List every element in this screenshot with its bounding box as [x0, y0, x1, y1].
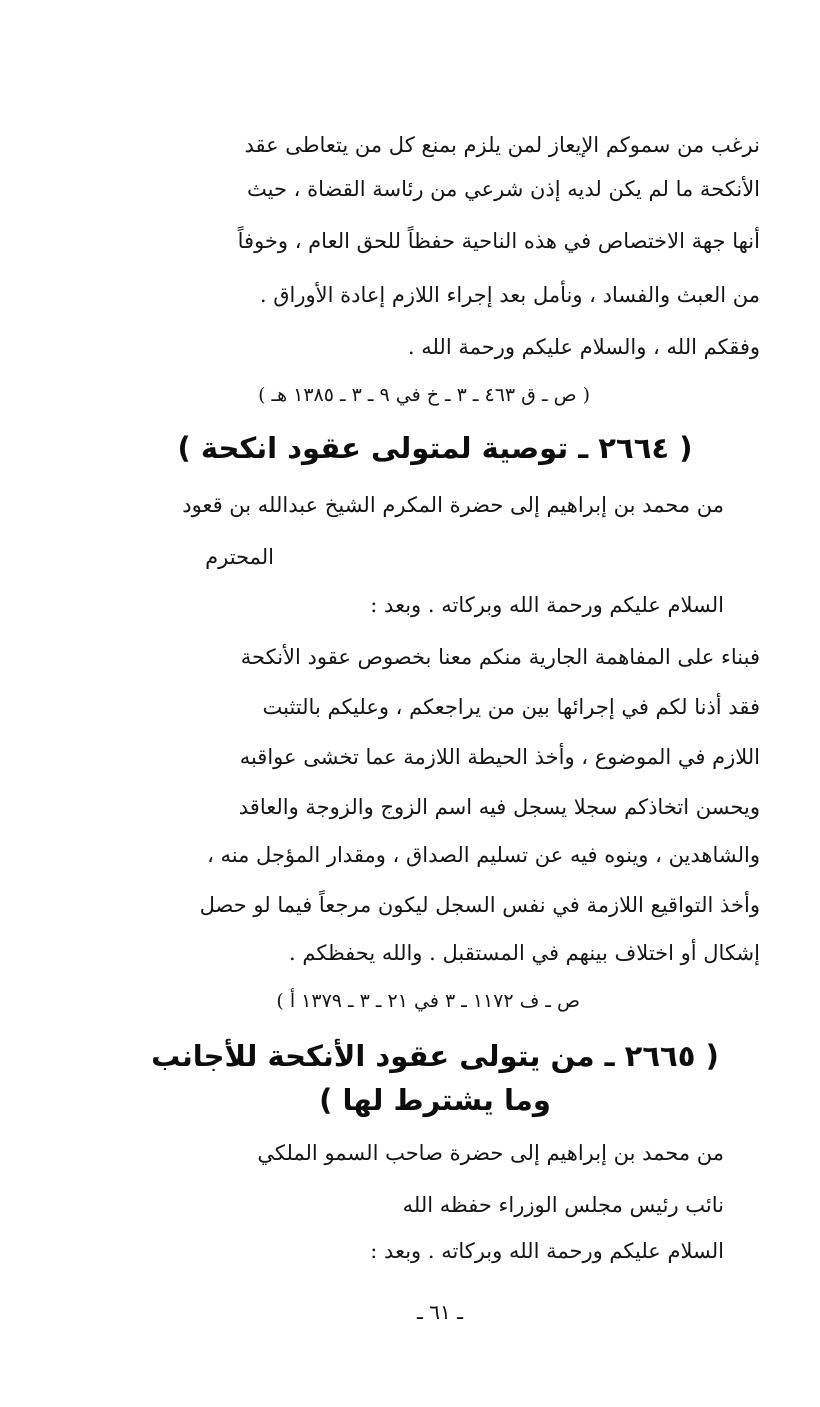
letter1-reference: ( ص ـ ق ٤٦٣ ـ ٣ ـ خ في ٩ ـ ٣ ـ ١٣٨٥ هـ ) [258, 384, 590, 406]
letter1-line-1: نرغب من سموكم الإيعاز لمن يلزم بمنع كل من يتعاطى عقد [244, 133, 760, 157]
section-2664-body-line-6: وأخذ التواقيع اللازمة في نفس السجل ليكون مرجعاً فيما لو حصل [199, 893, 760, 917]
letter1-line-2: الأنكحة ما لم يكن لديه إذن شرعي من رئاسة القضاة ، حيث [247, 177, 760, 201]
letter1-line-5: وفقكم الله ، والسلام عليكم ورحمة الله . [407, 335, 760, 359]
section-2664-body-line-2: فقد أذنا لكم في إجرائها بين من يراجعكم ، وعليكم بالتثبت [262, 695, 760, 719]
section-2665-title-line-1: ( ٢٦٦٥ ـ من يتولى عقود الأنكحة للأجانب [151, 1039, 719, 1073]
section-2664-title: ( ٢٦٦٤ ـ توصية لمتولى عقود انكحة ) [177, 431, 693, 465]
letter1-line-3: أنها جهة الاختصاص في هذه الناحية حفظاً للحق العام ، وخوفاً [237, 229, 760, 253]
section-2665-from-line: من محمد بن إبراهيم إلى حضرة صاحب السمو الملكي [257, 1141, 724, 1165]
section-2664-from-line: من محمد بن إبراهيم إلى حضرة المكرم الشيخ عبدالله بن قعود [182, 493, 724, 517]
section-2664-body-line-1: فبناء على المفاهمة الجارية منكم معنا بخصوص عقود الأنكحة [240, 645, 760, 669]
section-2664-body-line-5: والشاهدين ، وينوه فيه عن تسليم الصداق ، ومقدار المؤجل منه ، [207, 843, 760, 867]
section-2664-greeting: السلام عليكم ورحمة الله وبركاته . وبعد : [370, 593, 724, 617]
section-2664-body-line-4: ويحسن اتخاذكم سجلا يسجل فيه اسم الزوج والزوجة والعاقد [238, 795, 760, 819]
section-2664-body-line-7: إشكال أو اختلاف بينهم في المستقبل . والله يحفظكم . [289, 941, 760, 965]
section-2665-title-line-2: وما يشترط لها ) [319, 1083, 551, 1117]
section-2664-body-line-3: اللازم في الموضوع ، وأخذ الحيطة اللازمة عما تخشى عواقبه [239, 745, 760, 769]
page-number: ـ ٦١ ـ [417, 1300, 463, 1324]
letter1-line-4: من العبث والفساد ، ونأمل بعد إجراء اللازم إعادة الأوراق . [259, 283, 760, 307]
section-2664-reference: ص ـ ف ١١٧٢ ـ ٣ في ٢١ ـ ٣ ـ ١٣٧٩ أ ) [276, 990, 580, 1012]
section-2664-honorific: المحترم [205, 545, 274, 569]
section-2665-addressee: نائب رئيس مجلس الوزراء حفظه الله [402, 1193, 724, 1217]
section-2665-greeting: السلام عليكم ورحمة الله وبركاته . وبعد : [370, 1239, 724, 1263]
